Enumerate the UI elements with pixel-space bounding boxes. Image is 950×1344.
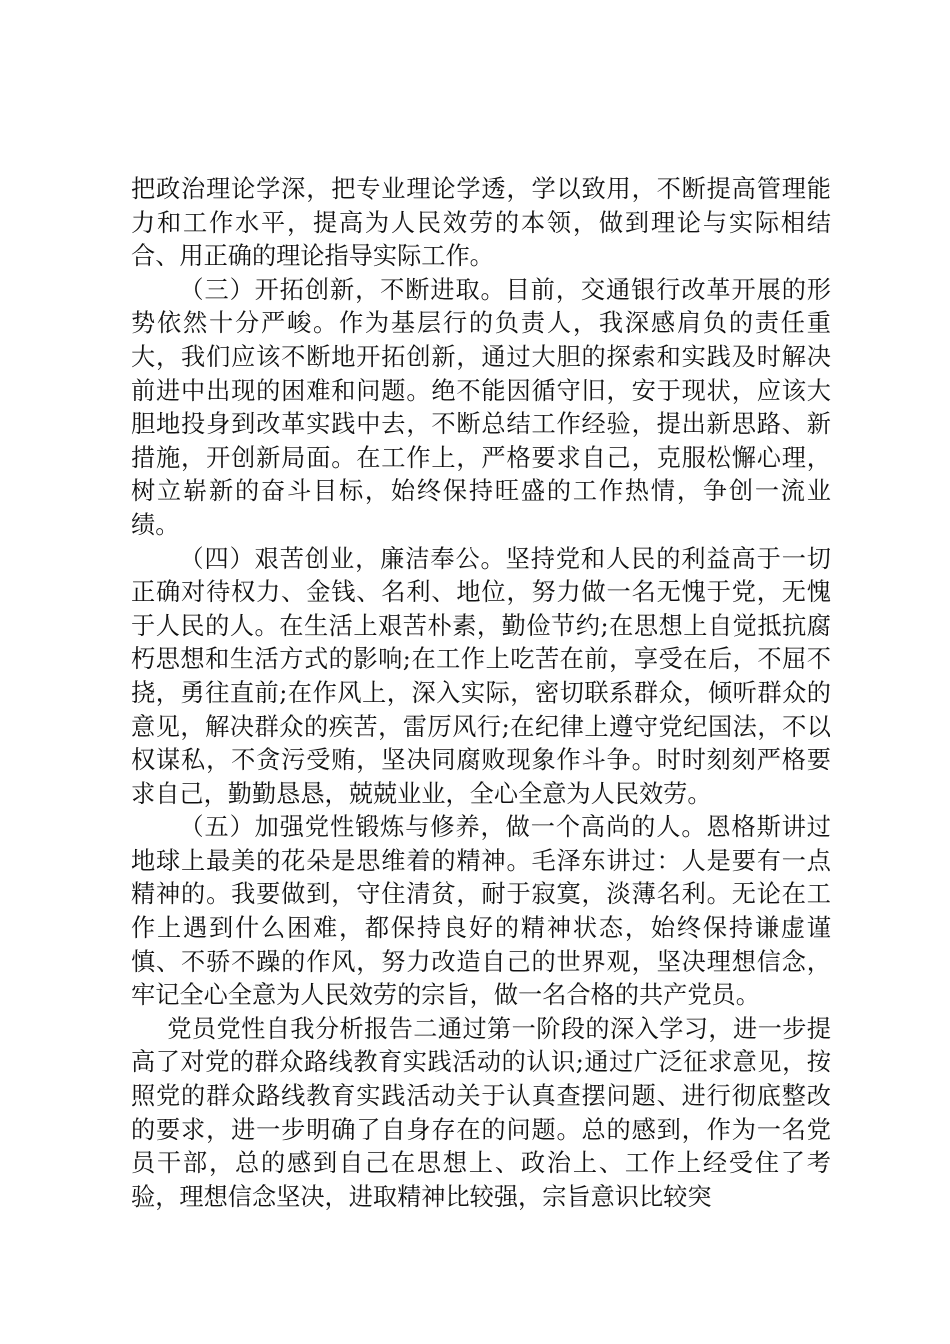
paragraph-report-two: 党员党性自我分析报告二通过第一阶段的深入学习，进一步提高了对党的群众路线教育实践活动的认识;通过广泛征求意见，按照党的群众路线教育实践活动关于认真查摆问题、进行彻底整改的要求，进一步明确了自身存在的问题。总的感到，作为一名党员干部，总的感到自己在思想上、政治上、工作上经受住了考验，理想信念坚决，进取精神比较强，宗旨意识比较突 xyxy=(131,1014,831,1211)
paragraph-continuation: 把政治理论学深，把专业理论学透，学以致用，不断提高管理能力和工作水平，提高为人民效劳的本领，做到理论与实际相结合、用正确的理论指导实际工作。 xyxy=(131,175,831,271)
document-body xyxy=(131,173,831,1214)
paragraph-section-4: （四）艰苦创业，廉洁奉公。坚持党和人民的利益高于一切正确对待权力、金钱、名利、地位，努力做一名无愧于党，无愧于人民的人。在生活上艰苦朴素，勤俭节约;在思想上自觉抵抗腐朽思想和生活方式的影响;在工作上吃苦在前，享受在后，不屈不挠，勇往直前;在作风上，深入实际，密切联系群众，倾听群众的意见，解决群众的疾苦，雷厉风行;在纪律上遵守党纪国法，不以权谋私，不贪污受贿，坚决同腐败现象作斗争。时时刻刻严格要求自己，勤勤恳恳，兢兢业业，全心全意为人民效劳。 xyxy=(131,544,831,808)
paragraph-section-5: （五）加强党性锻炼与修养，做一个高尚的人。恩格斯讲过地球上最美的花朵是思维着的精神。毛泽东讲过：人是要有一点精神的。我要做到，守住清贫，耐于寂寞，淡薄名利。无论在工作上遇到什么困难，都保持良好的精神状态，始终保持谦虚谨慎、不骄不躁的作风，努力改造自己的世界观，坚决理想信念，牢记全心全意为人民效劳的宗旨，做一名合格的共产党员。 xyxy=(131,813,831,1010)
paragraph-section-3: （三）开拓创新，不断进取。目前，交通银行改革开展的形势依然十分严峻。作为基层行的负责人，我深感肩负的责任重大，我们应该不断地开拓创新，通过大胆的探索和实践及时解决前进中出现的困难和问题。绝不能因循守旧，安于现状，应该大胆地投身到改革实践中去，不断总结工作经验，提出新思路、新措施，开创新局面。在工作上，严格要求自己，克服松懈心理，树立崭新的奋斗目标，始终保持旺盛的工作热情，争创一流业绩。 xyxy=(131,275,831,539)
